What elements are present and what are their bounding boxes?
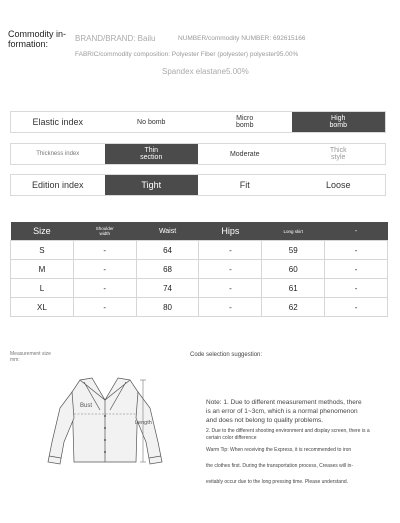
header-shoulder-width: Shoulder width xyxy=(73,222,136,241)
cell-size: XL xyxy=(11,298,74,317)
cell-hips: - xyxy=(199,241,262,260)
note-2-line-2: certain color difference xyxy=(206,435,257,441)
cell-shoulder: - xyxy=(73,279,136,298)
cell-waist: 80 xyxy=(136,298,199,317)
bust-label: Bust xyxy=(80,403,93,409)
cell-extra: - xyxy=(325,260,388,279)
note-1-line-3: and does not belong to quality problems. xyxy=(206,417,324,424)
edition-index-label: Edition index xyxy=(31,179,84,190)
garment-left-sleeve xyxy=(48,392,74,464)
notes-block xyxy=(206,398,396,486)
cell-waist: 74 xyxy=(136,279,199,298)
size-table-header xyxy=(11,222,388,241)
edition-option-fit: Fit xyxy=(239,179,250,190)
cell-length: 62 xyxy=(262,298,325,317)
cell-shoulder: - xyxy=(73,260,136,279)
table-row xyxy=(11,260,388,279)
length-label: Length xyxy=(135,420,152,426)
cell-size: M xyxy=(11,260,74,279)
warm-tip-line-2: the clothes first. During the transportation process, Creases will in- xyxy=(206,463,354,469)
elastic-option-no-bomb: No bomb xyxy=(137,118,166,126)
thickness-option-moderate: Moderate xyxy=(229,150,260,158)
cell-shoulder: - xyxy=(73,298,136,317)
elastic-index-row xyxy=(10,111,386,133)
cell-extra: - xyxy=(325,241,388,260)
cell-extra: - xyxy=(325,298,388,317)
info-heading: Commodity in- formation: xyxy=(8,29,67,49)
cell-size: L xyxy=(11,279,74,298)
header-size: Size xyxy=(11,222,74,241)
header-extra: - xyxy=(325,222,388,241)
thickness-index-row xyxy=(10,143,386,165)
size-table xyxy=(10,222,388,317)
edition-index-row xyxy=(10,174,386,196)
cell-hips: - xyxy=(199,279,262,298)
fabric-text: FABRIC/commodity composition: Polyester Fiber (polyester) polyester95.00% xyxy=(75,51,299,58)
elastic-option-high-bomb: High bomb xyxy=(292,112,386,132)
warm-tip-line-3: evitably occur due to the long pressing time. Please understand. xyxy=(206,479,349,485)
header-long-skirt: Long skirt xyxy=(262,222,325,241)
cell-length: 59 xyxy=(262,241,325,260)
thickness-option-thin: Thin section xyxy=(105,144,199,164)
number-text: NUMBER/commodity NUMBER: 692615166 xyxy=(178,35,306,42)
spandex-text: Spandex elastane5.00% xyxy=(162,67,249,76)
edition-option-loose: Loose xyxy=(325,179,351,190)
cell-waist: 68 xyxy=(136,260,199,279)
header-hips: Hips xyxy=(199,222,262,241)
elastic-index-label: Elastic index xyxy=(32,116,84,127)
cell-hips: - xyxy=(199,260,262,279)
cell-extra: - xyxy=(325,279,388,298)
elastic-option-micro-bomb: Micro bomb xyxy=(235,115,254,129)
measurement-caption: Measurement size mm: xyxy=(10,351,51,363)
note-1-line-2: is an error of 1~3cm, which is a normal phenomenon xyxy=(206,408,358,415)
garment-right-sleeve xyxy=(136,392,162,464)
cell-hips: - xyxy=(199,298,262,317)
table-row xyxy=(11,279,388,298)
brand-text: BRAND/BRAND: Bailu xyxy=(75,34,156,43)
cell-waist: 64 xyxy=(136,241,199,260)
note-2-line-1: 2. Due to the different shooting environment and display screen, there is a xyxy=(206,428,370,434)
cell-length: 61 xyxy=(262,279,325,298)
table-row xyxy=(11,298,388,317)
cell-shoulder: - xyxy=(73,241,136,260)
table-row xyxy=(11,241,388,260)
warm-tip-line-1: Warm Tip: When receiving the Express, it is recommended to iron xyxy=(206,447,352,453)
code-suggestion-title: Code selection suggestion: xyxy=(190,352,263,358)
thickness-index-label: Thickness index xyxy=(36,150,80,157)
cell-size: S xyxy=(11,241,74,260)
header-waist: Waist xyxy=(136,222,199,241)
cell-length: 60 xyxy=(262,260,325,279)
note-1-line-1: Note: 1. Due to different measurement methods, there xyxy=(206,399,362,406)
thickness-option-thick: Thick style xyxy=(329,147,347,161)
edition-option-tight: Tight xyxy=(105,175,199,195)
